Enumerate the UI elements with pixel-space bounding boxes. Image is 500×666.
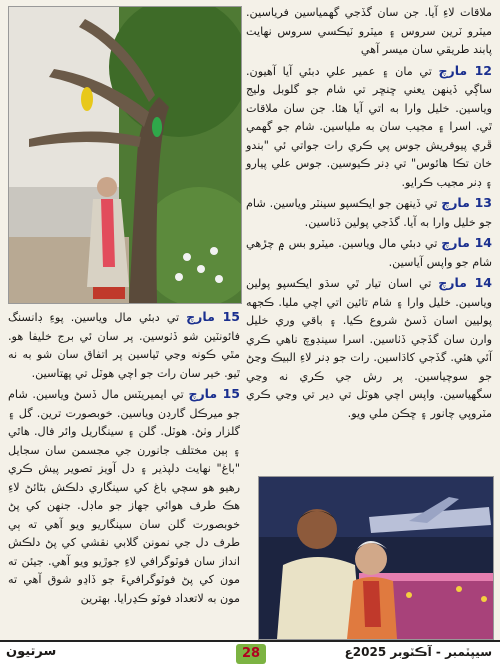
date-heading: 12 مارچ xyxy=(438,62,492,78)
page-footer xyxy=(0,640,500,666)
page-number: 28 xyxy=(236,644,266,664)
paragraph-text: تي ڏينهن جو ايڪسپو سينٽر وياسين. شام جو خليل وارا به آيا. گڏجي پولين ڏٺاسين. xyxy=(246,197,492,229)
paragraph-text: تي دبئي مال وياسين. ميٽرو بس ۾ چڙهي شام جو واپس آياسين. xyxy=(246,237,492,269)
paragraph-march-14a xyxy=(246,234,492,272)
photo-miracle-garden xyxy=(258,476,494,640)
paragraph-text: تي دبئي مال وياسين. پوءِ ڊانسنگ فائونٽين شو ڏٺوسين. پر سان ئي برج خليفا هو. مٿي ڪونه وڃي ٿياسين پر اتفاق سان شو به نه ٿيو. خير سان رات جو اچي هوٽل تي پهتاسين. xyxy=(8,311,240,380)
paragraph-march-12 xyxy=(246,62,492,193)
paragraph-intro xyxy=(246,4,492,60)
paragraph-text: تي اسان تيار ٿي سڌو ايڪسپو پولين وياسين. خليل وارا ۽ شام تائين اتي اچي مليا. ڪجهه پوليين اسان ڏسڻ شروع ڪيا. ۽ باقي وري خليل وارن سان گڏجي ڏٺاسين. اسرا سينڊوچ ناهي ڪري آئي هئي. گڏجي کاڌاسين. رات جو ڊنر لاءِ البيڪ وڃڻ جو سوچياسين. پر رش جي ڪري نه وڃي سگهياسين. واپس اچي هوٽل تي دير تي وڃي ڪري مٽروپي چانور ۽ ڇڪن ملي ويو. xyxy=(246,277,492,420)
date-heading: 14 مارچ xyxy=(441,235,492,250)
photo-tree-parrots xyxy=(8,6,242,304)
photo-miracle-garden-art xyxy=(259,477,493,639)
date-heading: 15 مارچ xyxy=(186,309,240,324)
article-column-left xyxy=(8,308,240,636)
photo-tree-parrots-art xyxy=(9,7,241,303)
paragraph-march-15a xyxy=(8,308,240,383)
paragraph-march-13 xyxy=(246,194,492,232)
article-column-right xyxy=(246,4,492,470)
date-heading: 13 مارچ xyxy=(441,195,492,210)
paragraph-text: تي ايميريٽس مال ڏسڻ وياسين. شام جو ميرڪل گارڊن وياسين. خوبصورت ترين. گل ۽ گلزار وٺڻ. هوٽل. گلن ۽ سينگاريل وائر فال. هاٿي ۽ ٻين مختلف جانورن جي مجسمن سان سجايل "باغ" نهايت دلپذير ۽ دل آويز تصوير پيش ڪري رهيو هو سچي باغ کي سينگاري دلڪش بڻائڻ لاءِ هڪ طرف هوائي جهاز جو ماڊل. جنهن کي پڻ خوبصورت گلن سان سينگاريو ويو آهي ته ٻي طرف دل جي نمونن گلابي نقشي کي پڻ دلڪش انداز سان فوٽوگرافي لاءِ جوڙيو ويو آهي. جيئن ته مون کي پڻ فوٽوگرافيءَ جو ڏاڍو شوق آهي ته مون به لاتعداد فوٽو ڪڍرايا. بهترين xyxy=(8,388,240,605)
issue-date: سيپٽمبر - آڪٽوبر 2025ع xyxy=(344,645,492,659)
paragraph-march-14b xyxy=(246,274,492,423)
magazine-name: سرتيون xyxy=(6,644,57,659)
date-heading: 14 مارچ xyxy=(438,275,492,290)
paragraph-text: ملاقات لاءِ آيا. جن سان گڏجي گهمياسين فرياسين. ميٽرو ٽرين سروس ۽ ميٽرو ٽيڪسي سروس نهايت پابند طريقي سان ميسر آهي xyxy=(246,6,492,56)
date-heading: 15 مارچ xyxy=(188,386,240,401)
paragraph-text: تي مان ۽ عمير علي دبئي آيا آهيون. ساڳي ڏينهن يعني ڇنڇر تي شام جو گلوبل وليج وياسين. خليل وارا به اتي آيا هئا. جن سان ملاقات ٿي. اسرا ۽ مجيب سان به ملياسين. شام جو گهمي ڦري پيوفريش جوس پي ڪري رات جواتي ئي "بندو خان تڪا هائوس" تي ڊنر ڪيوسين. جوس علي پيارو ۽ ڊنر مجيب ڪرايو. xyxy=(246,64,492,189)
paragraph-march-15b xyxy=(8,385,240,608)
